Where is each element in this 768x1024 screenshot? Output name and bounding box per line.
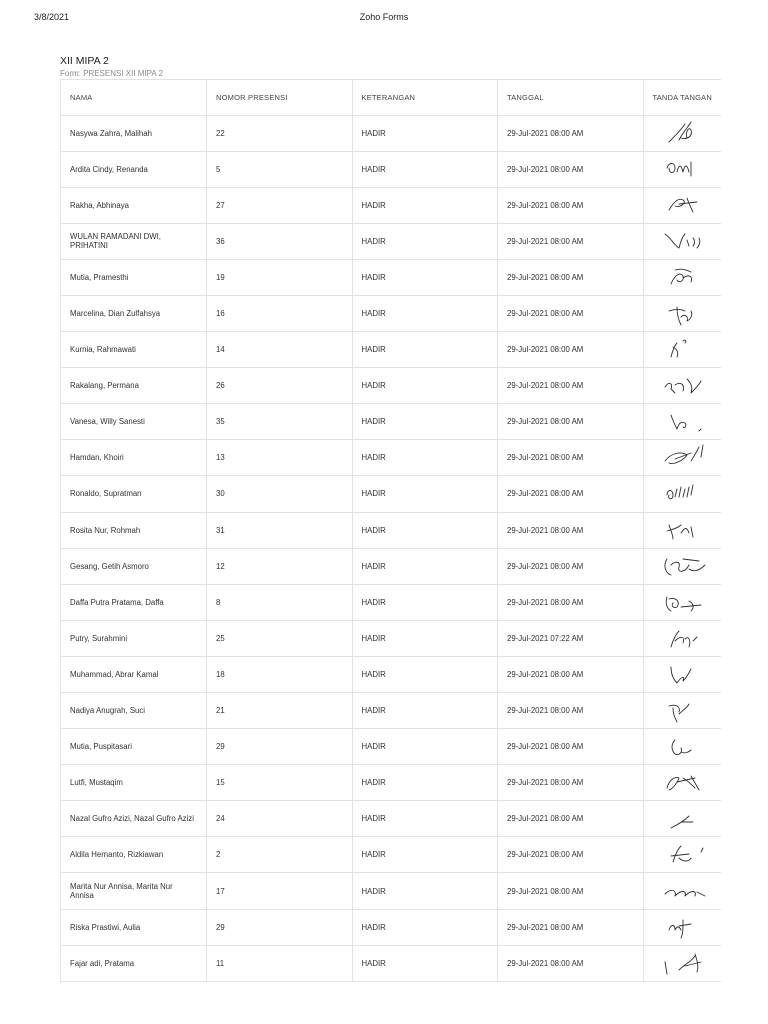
signature-image bbox=[658, 118, 710, 148]
table-row bbox=[61, 656, 721, 692]
responses-table-container bbox=[60, 79, 721, 982]
cell-tanda-tangan bbox=[643, 259, 721, 295]
cell-tanggal: 29-Jul-2021 08:00 AM bbox=[498, 368, 644, 404]
cell-nomor-presensi: 21 bbox=[207, 693, 353, 729]
table-row bbox=[61, 548, 721, 584]
cell-nomor-presensi: 12 bbox=[207, 548, 353, 584]
cell-tanggal: 29-Jul-2021 08:00 AM bbox=[498, 259, 644, 295]
form-title: XII MIPA 2 bbox=[60, 55, 109, 67]
cell-nama: Nadiya Anugrah, Suci bbox=[61, 693, 207, 729]
cell-nama: Marcelina, Dian Zulfahsya bbox=[61, 295, 207, 331]
table-row bbox=[61, 801, 721, 837]
cell-tanda-tangan bbox=[643, 332, 721, 368]
table-row bbox=[61, 223, 721, 259]
table-row bbox=[61, 765, 721, 801]
cell-nomor-presensi: 35 bbox=[207, 404, 353, 440]
signature-image bbox=[658, 407, 710, 437]
cell-nama: Lutfi, Mustaqim bbox=[61, 765, 207, 801]
cell-tanggal: 29-Jul-2021 08:00 AM bbox=[498, 584, 644, 620]
table-row bbox=[61, 259, 721, 295]
column-header-nomor-presensi: NOMOR PRESENSI bbox=[207, 80, 353, 115]
cell-nomor-presensi: 24 bbox=[207, 801, 353, 837]
column-header-nama: NAMA bbox=[61, 80, 207, 115]
cell-nama: Hamdan, Khoiri bbox=[61, 440, 207, 476]
cell-nomor-presensi: 18 bbox=[207, 656, 353, 692]
table-row bbox=[61, 693, 721, 729]
cell-keterangan: HADIR bbox=[352, 693, 498, 729]
cell-nomor-presensi: 15 bbox=[207, 765, 353, 801]
cell-nomor-presensi: 5 bbox=[207, 151, 353, 187]
cell-keterangan: HADIR bbox=[352, 259, 498, 295]
print-header bbox=[0, 12, 768, 26]
cell-keterangan: HADIR bbox=[352, 512, 498, 548]
cell-nomor-presensi: 36 bbox=[207, 223, 353, 259]
cell-tanggal: 29-Jul-2021 08:00 AM bbox=[498, 295, 644, 331]
cell-keterangan: HADIR bbox=[352, 909, 498, 945]
cell-nomor-presensi: 30 bbox=[207, 476, 353, 512]
cell-tanda-tangan bbox=[643, 223, 721, 259]
responses-table bbox=[61, 80, 721, 982]
table-row bbox=[61, 909, 721, 945]
cell-nomor-presensi: 25 bbox=[207, 620, 353, 656]
signature-image bbox=[658, 335, 710, 365]
cell-nomor-presensi: 14 bbox=[207, 332, 353, 368]
cell-nomor-presensi: 27 bbox=[207, 187, 353, 223]
signature-image bbox=[658, 154, 710, 184]
table-row bbox=[61, 368, 721, 404]
signature-image bbox=[658, 732, 710, 762]
cell-tanda-tangan bbox=[643, 909, 721, 945]
table-row bbox=[61, 115, 721, 151]
cell-nama: WULAN RAMADANI DWI, PRIHATINI bbox=[61, 223, 207, 259]
cell-tanda-tangan bbox=[643, 404, 721, 440]
signature-image bbox=[658, 443, 710, 473]
cell-tanda-tangan bbox=[643, 729, 721, 765]
cell-keterangan: HADIR bbox=[352, 223, 498, 259]
cell-nomor-presensi: 29 bbox=[207, 729, 353, 765]
cell-tanggal: 29-Jul-2021 08:00 AM bbox=[498, 512, 644, 548]
cell-nomor-presensi: 31 bbox=[207, 512, 353, 548]
print-title: Zoho Forms bbox=[359, 12, 409, 22]
table-row bbox=[61, 404, 721, 440]
cell-keterangan: HADIR bbox=[352, 801, 498, 837]
signature-image bbox=[658, 226, 710, 256]
cell-tanggal: 29-Jul-2021 07:22 AM bbox=[498, 620, 644, 656]
cell-nama: Rakha, Abhinaya bbox=[61, 187, 207, 223]
cell-keterangan: HADIR bbox=[352, 873, 498, 909]
cell-nama: Putry, Surahmini bbox=[61, 620, 207, 656]
cell-tanggal: 29-Jul-2021 08:00 AM bbox=[498, 837, 644, 873]
cell-nomor-presensi: 2 bbox=[207, 837, 353, 873]
signature-image bbox=[658, 551, 710, 581]
cell-tanda-tangan bbox=[643, 440, 721, 476]
signature-image bbox=[658, 804, 710, 834]
cell-tanda-tangan bbox=[643, 295, 721, 331]
table-row bbox=[61, 584, 721, 620]
cell-nama: Fajar adi, Pratama bbox=[61, 945, 207, 981]
signature-image bbox=[658, 912, 710, 942]
cell-tanda-tangan bbox=[643, 368, 721, 404]
cell-keterangan: HADIR bbox=[352, 656, 498, 692]
cell-tanda-tangan bbox=[643, 945, 721, 981]
signature-image bbox=[658, 190, 710, 220]
cell-keterangan: HADIR bbox=[352, 476, 498, 512]
table-row bbox=[61, 729, 721, 765]
cell-tanggal: 29-Jul-2021 08:00 AM bbox=[498, 656, 644, 692]
cell-tanggal: 29-Jul-2021 08:00 AM bbox=[498, 223, 644, 259]
cell-keterangan: HADIR bbox=[352, 945, 498, 981]
cell-tanda-tangan bbox=[643, 187, 721, 223]
cell-nama: Vanesa, Willy Sanesti bbox=[61, 404, 207, 440]
cell-keterangan: HADIR bbox=[352, 404, 498, 440]
cell-keterangan: HADIR bbox=[352, 620, 498, 656]
table-row bbox=[61, 151, 721, 187]
cell-nomor-presensi: 26 bbox=[207, 368, 353, 404]
table-row bbox=[61, 945, 721, 981]
cell-tanda-tangan bbox=[643, 656, 721, 692]
cell-nomor-presensi: 19 bbox=[207, 259, 353, 295]
cell-keterangan: HADIR bbox=[352, 332, 498, 368]
cell-nama: Kurnia, Rahmawati bbox=[61, 332, 207, 368]
cell-tanggal: 29-Jul-2021 08:00 AM bbox=[498, 151, 644, 187]
cell-nomor-presensi: 11 bbox=[207, 945, 353, 981]
signature-image bbox=[658, 479, 710, 509]
cell-tanda-tangan bbox=[643, 765, 721, 801]
cell-keterangan: HADIR bbox=[352, 187, 498, 223]
signature-image bbox=[658, 696, 710, 726]
column-header-tanggal: TANGGAL bbox=[498, 80, 644, 115]
cell-nama: Rakalang, Permana bbox=[61, 368, 207, 404]
cell-nama: Ronaldo, Supratman bbox=[61, 476, 207, 512]
table-header-row bbox=[61, 80, 721, 115]
cell-nama: Mutia, Puspitasari bbox=[61, 729, 207, 765]
signature-image bbox=[658, 876, 710, 906]
cell-keterangan: HADIR bbox=[352, 115, 498, 151]
cell-tanda-tangan bbox=[643, 620, 721, 656]
cell-nomor-presensi: 22 bbox=[207, 115, 353, 151]
cell-tanda-tangan bbox=[643, 151, 721, 187]
table-row bbox=[61, 476, 721, 512]
cell-nama: Nazal Gufro Azizi, Nazal Gufro Azizi bbox=[61, 801, 207, 837]
cell-tanggal: 29-Jul-2021 08:00 AM bbox=[498, 115, 644, 151]
cell-nama: Riska Prastiwi, Aulia bbox=[61, 909, 207, 945]
cell-tanggal: 29-Jul-2021 08:00 AM bbox=[498, 873, 644, 909]
cell-tanggal: 29-Jul-2021 08:00 AM bbox=[498, 440, 644, 476]
cell-tanda-tangan bbox=[643, 693, 721, 729]
cell-keterangan: HADIR bbox=[352, 837, 498, 873]
cell-tanggal: 29-Jul-2021 08:00 AM bbox=[498, 548, 644, 584]
table-row bbox=[61, 187, 721, 223]
signature-image bbox=[658, 659, 710, 689]
cell-keterangan: HADIR bbox=[352, 368, 498, 404]
signature-image bbox=[658, 262, 710, 292]
signature-image bbox=[658, 515, 710, 545]
cell-keterangan: HADIR bbox=[352, 440, 498, 476]
cell-tanggal: 29-Jul-2021 08:00 AM bbox=[498, 693, 644, 729]
column-header-tanda-tangan: TANDA TANGAN bbox=[643, 80, 721, 115]
signature-image bbox=[658, 768, 710, 798]
cell-tanggal: 29-Jul-2021 08:00 AM bbox=[498, 729, 644, 765]
cell-tanda-tangan bbox=[643, 584, 721, 620]
cell-keterangan: HADIR bbox=[352, 548, 498, 584]
cell-nomor-presensi: 8 bbox=[207, 584, 353, 620]
cell-tanggal: 29-Jul-2021 08:00 AM bbox=[498, 765, 644, 801]
cell-keterangan: HADIR bbox=[352, 765, 498, 801]
signature-image bbox=[658, 299, 710, 329]
cell-tanggal: 29-Jul-2021 08:00 AM bbox=[498, 801, 644, 837]
cell-keterangan: HADIR bbox=[352, 295, 498, 331]
signature-image bbox=[658, 587, 710, 617]
cell-nama: Nasywa Zahra, Malihah bbox=[61, 115, 207, 151]
cell-keterangan: HADIR bbox=[352, 151, 498, 187]
cell-nama: Ardita Cindy, Renanda bbox=[61, 151, 207, 187]
signature-image bbox=[658, 948, 710, 978]
table-row bbox=[61, 512, 721, 548]
cell-tanda-tangan bbox=[643, 115, 721, 151]
table-row bbox=[61, 295, 721, 331]
cell-tanda-tangan bbox=[643, 837, 721, 873]
cell-tanda-tangan bbox=[643, 512, 721, 548]
cell-nama: Gesang, Getih Asmoro bbox=[61, 548, 207, 584]
signature-image bbox=[658, 840, 710, 870]
cell-tanda-tangan bbox=[643, 476, 721, 512]
form-subtitle: Form: PRESENSI XII MIPA 2 bbox=[60, 69, 163, 78]
cell-tanggal: 29-Jul-2021 08:00 AM bbox=[498, 404, 644, 440]
cell-nomor-presensi: 13 bbox=[207, 440, 353, 476]
cell-nomor-presensi: 17 bbox=[207, 873, 353, 909]
table-row bbox=[61, 873, 721, 909]
cell-tanggal: 29-Jul-2021 08:00 AM bbox=[498, 476, 644, 512]
cell-tanggal: 29-Jul-2021 08:00 AM bbox=[498, 332, 644, 368]
signature-image bbox=[658, 623, 710, 653]
cell-nama: Muhammad, Abrar Kamal bbox=[61, 656, 207, 692]
table-row bbox=[61, 332, 721, 368]
cell-tanggal: 29-Jul-2021 08:00 AM bbox=[498, 187, 644, 223]
cell-nama: Mutia, Pramesthi bbox=[61, 259, 207, 295]
column-header-keterangan: KETERANGAN bbox=[352, 80, 498, 115]
print-date: 3/8/2021 bbox=[34, 12, 70, 22]
cell-nama: Daffa Putra Pratama, Daffa bbox=[61, 584, 207, 620]
cell-keterangan: HADIR bbox=[352, 584, 498, 620]
signature-image bbox=[658, 371, 710, 401]
cell-keterangan: HADIR bbox=[352, 729, 498, 765]
cell-tanda-tangan bbox=[643, 548, 721, 584]
form-header bbox=[60, 55, 163, 79]
cell-tanda-tangan bbox=[643, 801, 721, 837]
table-row bbox=[61, 620, 721, 656]
cell-nomor-presensi: 16 bbox=[207, 295, 353, 331]
cell-tanggal: 29-Jul-2021 08:00 AM bbox=[498, 945, 644, 981]
cell-nama: Aldila Hernanto, Rizkiawan bbox=[61, 837, 207, 873]
table-row bbox=[61, 440, 721, 476]
cell-nomor-presensi: 29 bbox=[207, 909, 353, 945]
cell-nama: Rosita Nur, Rohmah bbox=[61, 512, 207, 548]
cell-tanda-tangan bbox=[643, 873, 721, 909]
cell-tanggal: 29-Jul-2021 08:00 AM bbox=[498, 909, 644, 945]
table-row bbox=[61, 837, 721, 873]
cell-nama: Marita Nur Annisa, Marita Nur Annisa bbox=[61, 873, 207, 909]
